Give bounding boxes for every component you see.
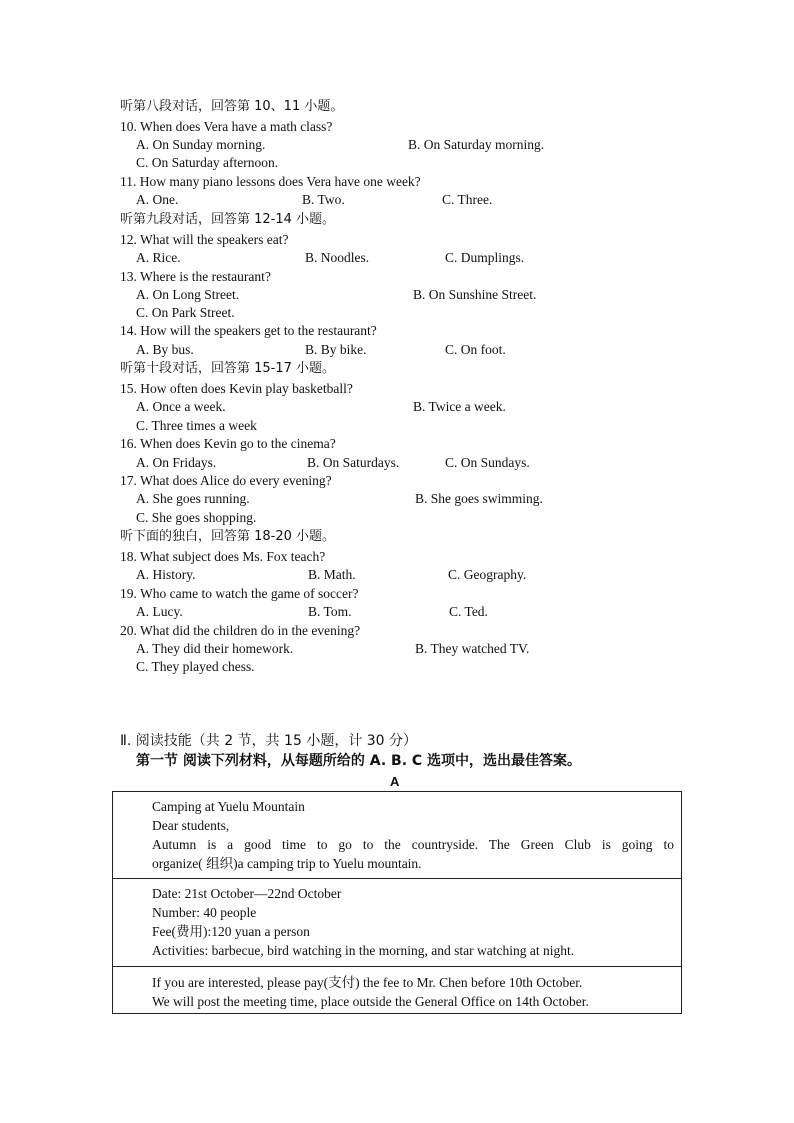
notice-details-row: [113, 878, 681, 966]
section10-intro: 听第十段对话，回答第 15-17 小题。: [120, 361, 336, 376]
option-17b: B. She goes swimming.: [415, 491, 543, 506]
question-14: 14. How will the speakers get to the restaurant?: [120, 323, 377, 338]
notice-activities: Activities: barbecue, bird watching in the morning, and star watching at night.: [152, 943, 575, 958]
notice-number: Number: 40 people: [152, 905, 257, 920]
option-16c: C. On Sundays.: [445, 455, 530, 470]
notice-body-line1: Autumn is a good time to go to the countryside. The Green Club is going to: [152, 837, 674, 852]
notice-body-line2: organize( 组织)a camping trip to Yuelu mountain.: [152, 856, 422, 871]
option-13c: C. On Park Street.: [136, 305, 235, 320]
notice-footer-line2: We will post the meeting time, place outside the General Office on 14th October.: [152, 994, 589, 1009]
passage-label: A: [390, 774, 400, 789]
option-20c: C. They played chess.: [136, 659, 255, 674]
option-12b: B. Noodles.: [305, 250, 370, 265]
option-20a: A. They did their homework.: [136, 641, 294, 656]
question-15: 15. How often does Kevin play basketball?: [120, 381, 353, 396]
question-17: 17. What does Alice do every evening?: [120, 473, 332, 488]
option-19c: C. Ted.: [449, 604, 488, 619]
notice-greeting: Dear students,: [152, 818, 230, 833]
question-20: 20. What did the children do in the evening?: [120, 623, 361, 638]
option-18b: B. Math.: [308, 567, 356, 582]
option-10a: A. On Sunday morning.: [136, 137, 266, 152]
option-15c: C. Three times a week: [136, 418, 257, 433]
question-10: 10. When does Vera have a math class?: [120, 119, 333, 134]
notice-footer-line1: If you are interested, please pay(支付) the fee to Mr. Chen before 10th October.: [152, 975, 583, 990]
option-19a: A. Lucy.: [136, 604, 183, 619]
option-10b: B. On Saturday morning.: [408, 137, 545, 152]
option-16b: B. On Saturdays.: [307, 455, 400, 470]
question-12: 12. What will the speakers eat?: [120, 232, 289, 247]
option-13b: B. On Sunshine Street.: [413, 287, 537, 302]
notice-fee: Fee(费用):120 yuan a person: [152, 924, 310, 939]
question-19: 19. Who came to watch the game of soccer?: [120, 586, 359, 601]
option-14c: C. On foot.: [445, 342, 506, 357]
option-17c: C. She goes shopping.: [136, 510, 257, 525]
option-14b: B. By bike.: [305, 342, 367, 357]
section9-intro: 听第九段对话，回答第 12-14 小题。: [120, 212, 336, 227]
option-14a: A. By bus.: [136, 342, 194, 357]
option-10c: C. On Saturday afternoon.: [136, 155, 279, 170]
option-18c: C. Geography.: [448, 567, 527, 582]
reading-section-title: Ⅱ. 阅读技能（共 2 节，共 15 小题，计 30 分）: [120, 733, 418, 749]
notice-footer-row: [113, 966, 681, 1013]
monologue-intro: 听下面的独白，回答第 18-20 小题。: [120, 529, 336, 544]
option-11c: C. Three.: [442, 192, 493, 207]
notice-title: Camping at Yuelu Mountain: [152, 799, 305, 814]
question-11: 11. How many piano lessons does Vera have one week?: [120, 174, 421, 189]
question-16: 16. When does Kevin go to the cinema?: [120, 436, 336, 451]
section8-intro: 听第八段对话，回答第 10、11 小题。: [120, 99, 344, 114]
option-11a: A. One.: [136, 192, 179, 207]
option-12c: C. Dumplings.: [445, 250, 525, 265]
question-13: 13. Where is the restaurant?: [120, 269, 271, 284]
question-18: 18. What subject does Ms. Fox teach?: [120, 549, 326, 564]
option-16a: A. On Fridays.: [136, 455, 217, 470]
option-18a: A. History.: [136, 567, 196, 582]
part1-title: 第一节 阅读下列材料，从每题所给的 A. B. C 选项中，选出最佳答案。: [136, 753, 582, 769]
option-12a: A. Rice.: [136, 250, 181, 265]
notice-box: [112, 791, 682, 1014]
option-15b: B. Twice a week.: [413, 399, 506, 414]
option-20b: B. They watched TV.: [415, 641, 530, 656]
option-19b: B. Tom.: [308, 604, 352, 619]
option-15a: A. Once a week.: [136, 399, 226, 414]
option-17a: A. She goes running.: [136, 491, 250, 506]
option-13a: A. On Long Street.: [136, 287, 240, 302]
option-11b: B. Two.: [302, 192, 345, 207]
notice-date: Date: 21st October—22nd October: [152, 886, 342, 901]
